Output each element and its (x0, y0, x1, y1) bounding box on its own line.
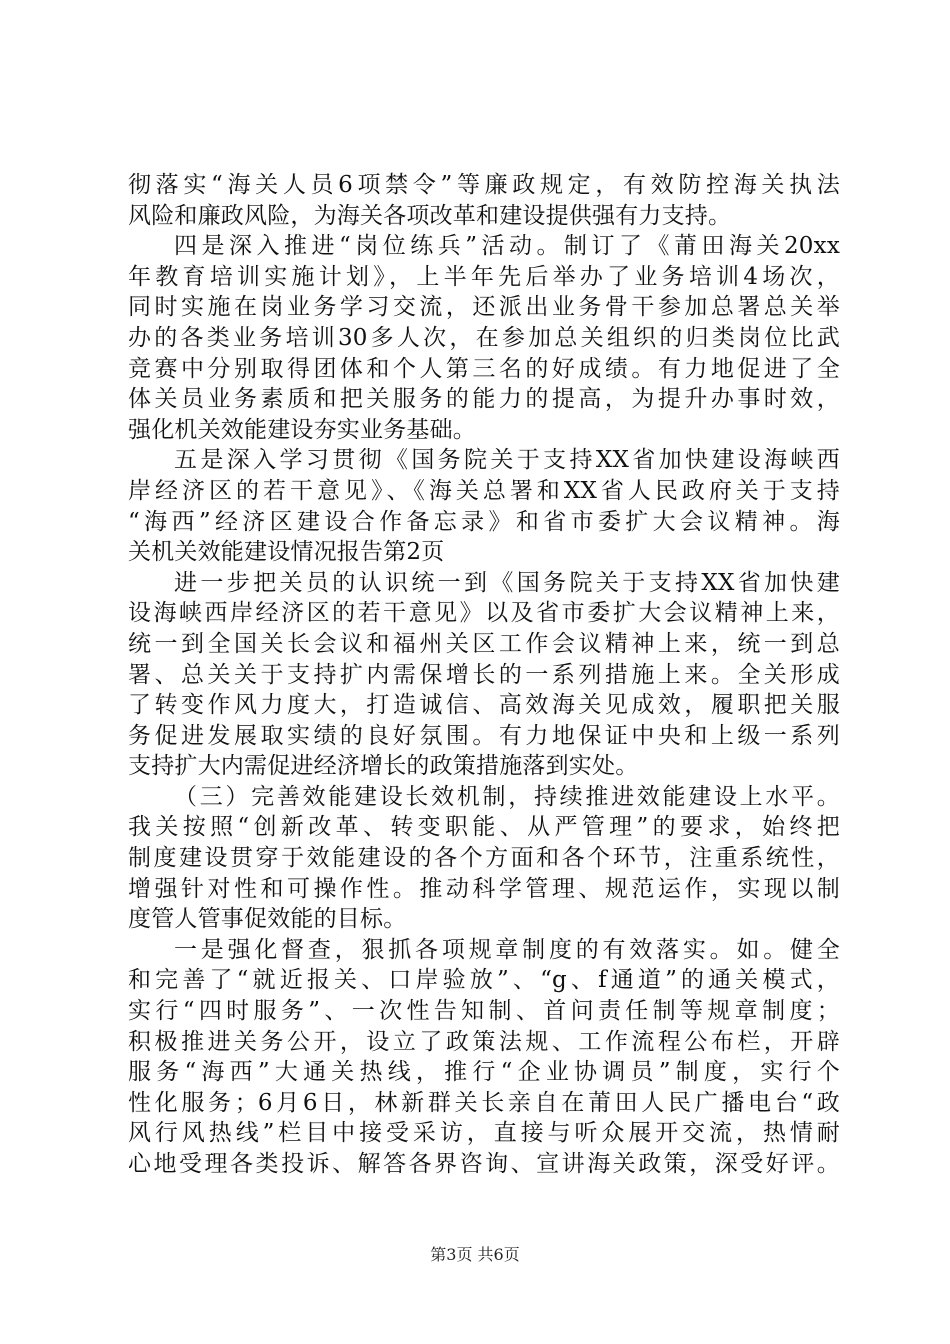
text-line: 署、总关关于支持扩内需保增长的一系列措施上来。全关形成 (128, 661, 840, 688)
text-line: “海西”经济区建设合作备忘录》和省市委扩大会议精神。海 (128, 508, 840, 535)
text-line: 了转变作风力度大，打造诚信、高效海关见成效，履职把关服 (128, 692, 840, 719)
text-line: 年教育培训实施计划》，上半年先后举办了业务培训4场次， (128, 263, 840, 290)
section-heading-line: （三）完善效能建设长效机制，持续推进效能建设上水平。 (174, 783, 840, 810)
text-line: 积极推进关务公开，设立了政策法规、工作流程公布栏，开辟 (128, 1028, 840, 1055)
text-line: 增强针对性和可操作性。推动科学管理、规范运作，实现以制 (128, 875, 840, 902)
text-line: 统一到全国关长会议和福州关区工作会议精神上来，统一到总 (128, 630, 840, 657)
text-line: 体关员业务素质和把关服务的能力的提高，为提升办事时效， (128, 386, 840, 413)
document-body (128, 170, 840, 1180)
text-line: 竞赛中分别取得团体和个人第三名的好成绩。有力地促进了全 (128, 355, 840, 382)
text-line: 彻落实“海关人员6项禁令”等廉政规定，有效防控海关执法 (128, 172, 840, 198)
page-number-footer: 第3页 共6页 (430, 1245, 520, 1264)
text-line: 岸经济区的若干意见》、《海关总署和XX省人民政府关于支持 (128, 477, 840, 504)
text-line: 支持扩大内需促进经济增长的政策措施落到实处。 (128, 753, 639, 780)
text-line: 进一步把关员的认识统一到《国务院关于支持XX省加快建 (174, 569, 840, 596)
text-line: 四是深入推进“岗位练兵”活动。制订了《莆田海关20xx (174, 233, 840, 260)
text-line: 服务“海西”大通关热线，推行“企业协调员”制度，实行个 (128, 1059, 840, 1086)
text-line: 风行风热线”栏目中接受采访，直接与听众展开交流，热情耐 (128, 1120, 840, 1147)
text-line: 制度建设贯穿于效能建设的各个方面和各个环节，注重系统性， (128, 845, 840, 872)
text-line: 实行“四时服务”、一次性告知制、首问责任制等规章制度； (128, 998, 840, 1025)
text-line: 设海峡西岸经济区的若干意见》以及省市委扩大会议精神上来， (128, 600, 840, 627)
text-line: 一是强化督查，狠抓各项规章制度的有效落实。如。健全 (174, 936, 840, 963)
text-line: 心地受理各类投诉、解答各界咨询、宣讲海关政策，深受好评。 (128, 1151, 840, 1177)
text-line: 我关按照“创新改革、转变职能、从严管理”的要求，始终把 (128, 814, 840, 841)
text-line: 务促进发展取实绩的良好氛围。有力地保证中央和上级一系列 (128, 722, 840, 749)
text-line: 性化服务；6月6日，林新群关长亲自在莆田人民广播电台“政 (128, 1089, 840, 1116)
text-line: 风险和廉政风险，为海关各项改革和建设提供强有力支持。 (128, 202, 732, 229)
text-line: 度管人管事促效能的目标。 (128, 906, 407, 933)
text-line: 强化机关效能建设夯实业务基础。 (128, 416, 476, 443)
text-line: 同时实施在岗业务学习交流，还派出业务骨干参加总署总关举 (128, 294, 840, 321)
text-line: 五是深入学习贯彻《国务院关于支持XX省加快建设海峡西 (174, 447, 840, 474)
text-line: 办的各类业务培训30多人次，在参加总关组织的归类岗位比武 (128, 324, 840, 351)
text-line: 和完善了“就近报关、口岸验放”、“g、f通道”的通关模式， (128, 967, 840, 994)
text-line: 关机关效能建设情况报告第2页 (128, 539, 445, 566)
